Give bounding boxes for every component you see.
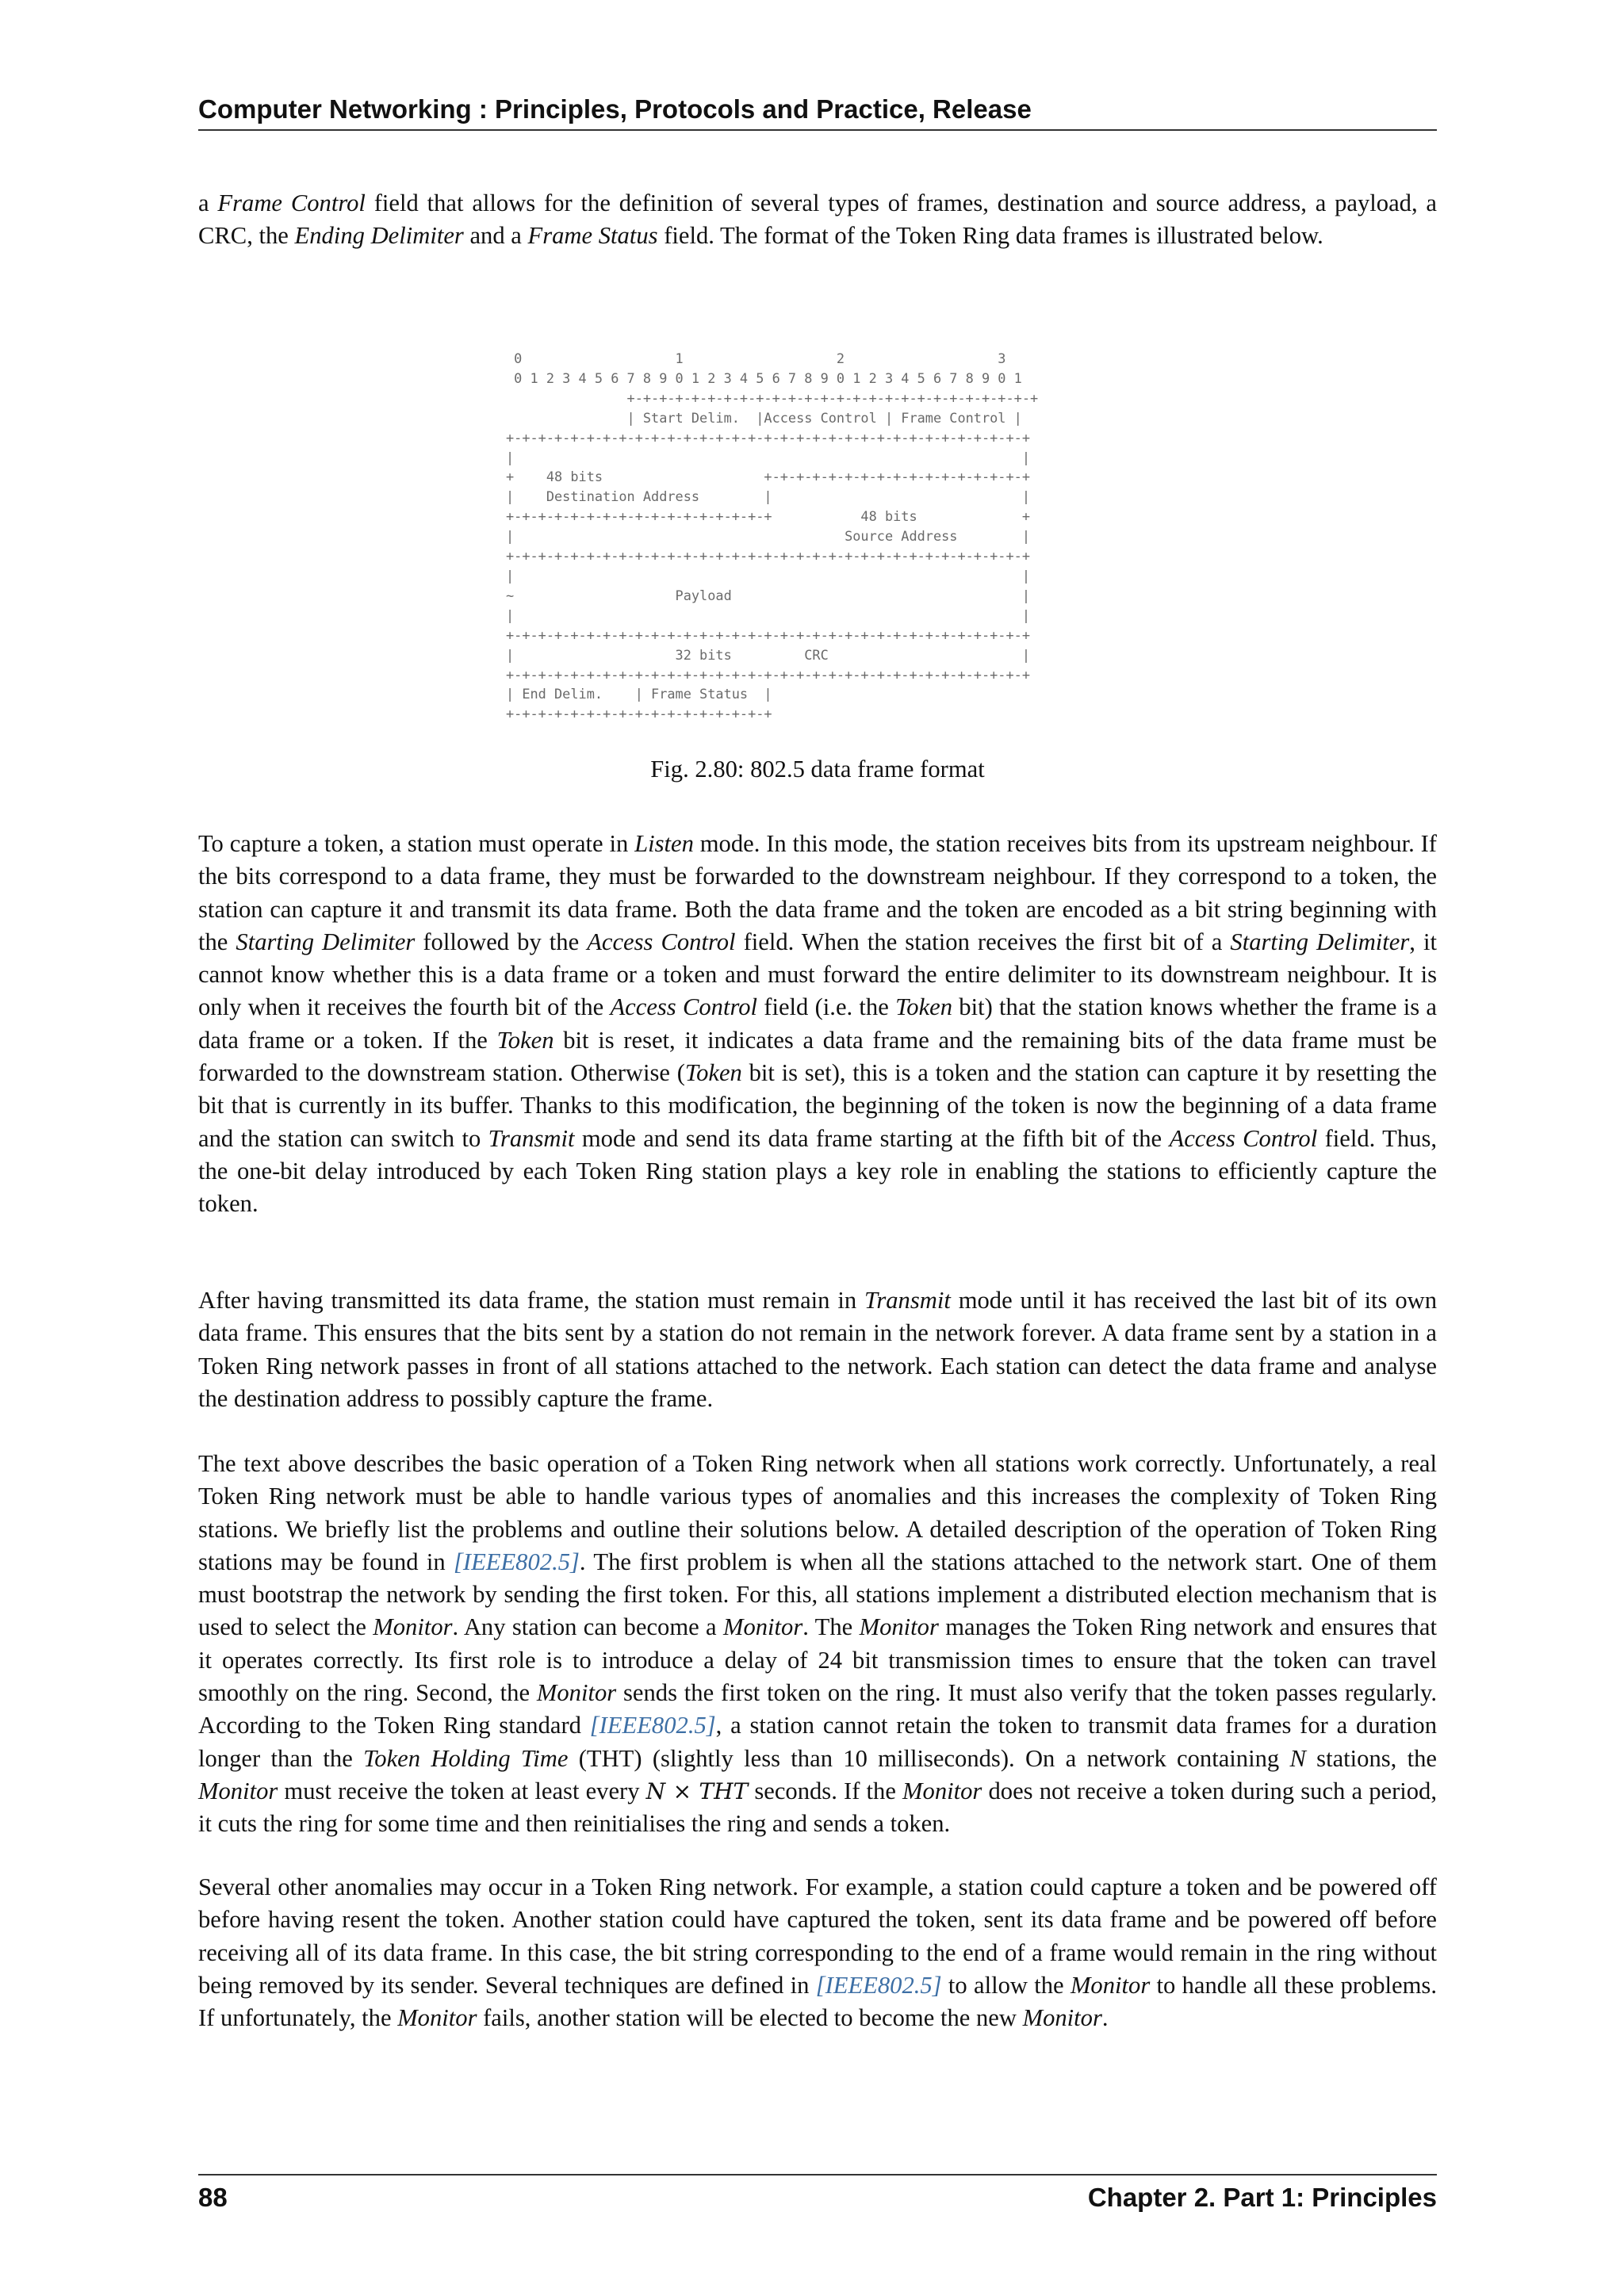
- math-expression: N × THT: [645, 1777, 749, 1804]
- frame-format-diagram: 0 1 2 3 0 1 2 3 4 5 6 7 8 9 0 1 2 3 4 5 6 7 8 9 0 1 2 3 4 5 6 7 8 9 0 1 +-+-+-+-+-+-+-+-+-+-+-+-+-+-+-+-+-+-+-+-+-+-+-+-+-+ | Start Delim. |Access Control | Frame Control | +-+-+-+-+-+-+-+-+-+-+-+-+-+-+-+-+-+-+-+-+-+-+-+-+-+-+-+-+-+-+-+-+ | | + 48 bits +-+-+-+-+-+-+-+-+-+-+-+-+-+-+-+-+ | Destination Address | | +-+-+-+-+-+-+-+-+-+-+-+-+-+-+-+-+ 48 bits + | Source Address | +-+-+-+-+-+-+-+-+-+-+-+-+-+-+-+-+-+-+-+-+-+-+-+-+-+-+-+-+-+-+-+-+ | | ~ Payload | | | +-+-+-+-+-+-+-+-+-+-+-+-+-+-+-+-+-+-+-+-+-+-+-+-+-+-+-+-+-+-+-+-+ | 32 bits CRC | +-+-+-+-+-+-+-+-+-+-+-+-+-+-+-+-+-+-+-+-+-+-+-+-+-+-+-+-+-+-+-+-+ | End Delim. | Frame Status | +-+-+-+-+-+-+-+-+-+-+-+-+-+-+-+-+: [506, 350, 1039, 722]
- citation-link[interactable]: [IEEE802.5]: [589, 1712, 716, 1739]
- running-header: Computer Networking : Principles, Protocols and Practice, Release: [198, 94, 1032, 124]
- page-footer: [198, 2182, 1437, 2214]
- chapter-title: Chapter 2. Part 1: Principles: [1087, 2183, 1437, 2212]
- paragraph-capture-token: To capture a token, a station must operate in Listen mode. In this mode, the station receives bits from its upstream neighbour. If the bits correspond to a data frame, they must be forwarded to the downstream neighbour. If they correspond to a token, the station can capture it and transmit its data frame. Both the data frame and the token are encoded as a bit string beginning with the Starting Delimiter followed by the Access Control field. When the station receives the first bit of a Starting Delimiter, it cannot know whether this is a data frame or a token and must forward the entire delimiter to its downstream neighbour. It is only when it receives the fourth bit of the Access Control field (i.e. the Token bit) that the station knows whether the frame is a data frame or a token. If the Token bit is reset, it indicates a data frame and the remaining bits of the data frame must be forwarded to the downstream station. Otherwise (Token bit is set), this is a token and the station can capture it by resetting the bit that is currently in its buffer. Thanks to this modification, the beginning of the token is now the beginning of a data frame and the station can switch to Transmit mode and send its data frame starting at the fifth bit of the Access Control field. Thus, the one-bit delay introduced by each Token Ring station plays a key role in enabling the stations to efficiently capture the token.: [198, 830, 1438, 1218]
- figure-caption: Fig. 2.80: 802.5 data frame format: [650, 756, 985, 783]
- intro-paragraph: a Frame Control field that allows for the definition of several types of frames, destination and source address, a payload, a CRC, the Ending Delimiter and a Frame Status field. The format of the Token Ring data frames is illustrated below.: [198, 189, 1438, 250]
- term-frame-control: Frame Control: [217, 189, 366, 216]
- page-number: 88: [198, 2183, 228, 2212]
- citation-link[interactable]: [IEEE802.5]: [454, 1548, 580, 1575]
- citation-link[interactable]: [IEEE802.5]: [815, 1971, 942, 1999]
- frame-format-figure: [506, 349, 1116, 729]
- paragraph-anomalies: Several other anomalies may occur in a Token Ring network. For example, a station could capture a token and be powered off before having resent the token. Another station could have captured the token, sent its data frame and be powered off before receiving all of its data frame. In this case, the bit string corresponding to the end of a frame would remain in the ring without being removed by its sender. Several techniques are defined in [IEEE802.5] to allow the Monitor to handle all these problems. If unfortunately, the Monitor fails, another station will be elected to become the new Monitor.: [198, 1873, 1437, 2032]
- term-ending-delimiter: Ending Delimiter: [294, 222, 464, 250]
- paragraph-transmit-mode: After having transmitted its data frame, the station must remain in Transmit mode until it has received the last bit of its own data frame. This ensures that the bits sent by a station do not remain in the network forever. A data frame sent by a station in a Token Ring network passes in front of all stations attached to the network. Each station can detect the data frame and analyse the destination address to possibly capture the frame.: [198, 1287, 1438, 1412]
- paragraph-monitor: The text above describes the basic operation of a Token Ring network when all stations work correctly. Unfortunately, a real Token Ring network must be able to handle various types of anomalies and this increases the complexity of Token Ring stations. We briefly list the problems and outline their solutions below. A detailed description of the operation of Token Ring stations may be found in [IEEE802.5]. The first problem is when all the stations attached to the network start. One of them must bootstrap the network by sending the first token. For this, all stations implement a distributed election mechanism that is used to select the Monitor. Any station can become a Monitor. The Monitor manages the Token Ring network and ensures that it operates correctly. Its first role is to introduce a delay of 24 bit transmission times to ensure that the token can travel smoothly on the ring. Second, the Monitor sends the first token on the ring. It must also verify that the token passes regularly. According to the Token Ring standard [IEEE802.5], a station cannot retain the token to transmit data frames for a duration longer than the Token Holding Time (THT) (slightly less than 10 milliseconds). On a network containing N stations, the Monitor must receive the token at least every N × THT seconds. If the Monitor does not receive a token during such a period, it cuts the ring for some time and then reinitialises the ring and sends a token.: [198, 1450, 1437, 1838]
- footer-rule: [198, 2174, 1437, 2175]
- term-frame-status: Frame Status: [527, 222, 658, 250]
- header-rule: [198, 129, 1437, 131]
